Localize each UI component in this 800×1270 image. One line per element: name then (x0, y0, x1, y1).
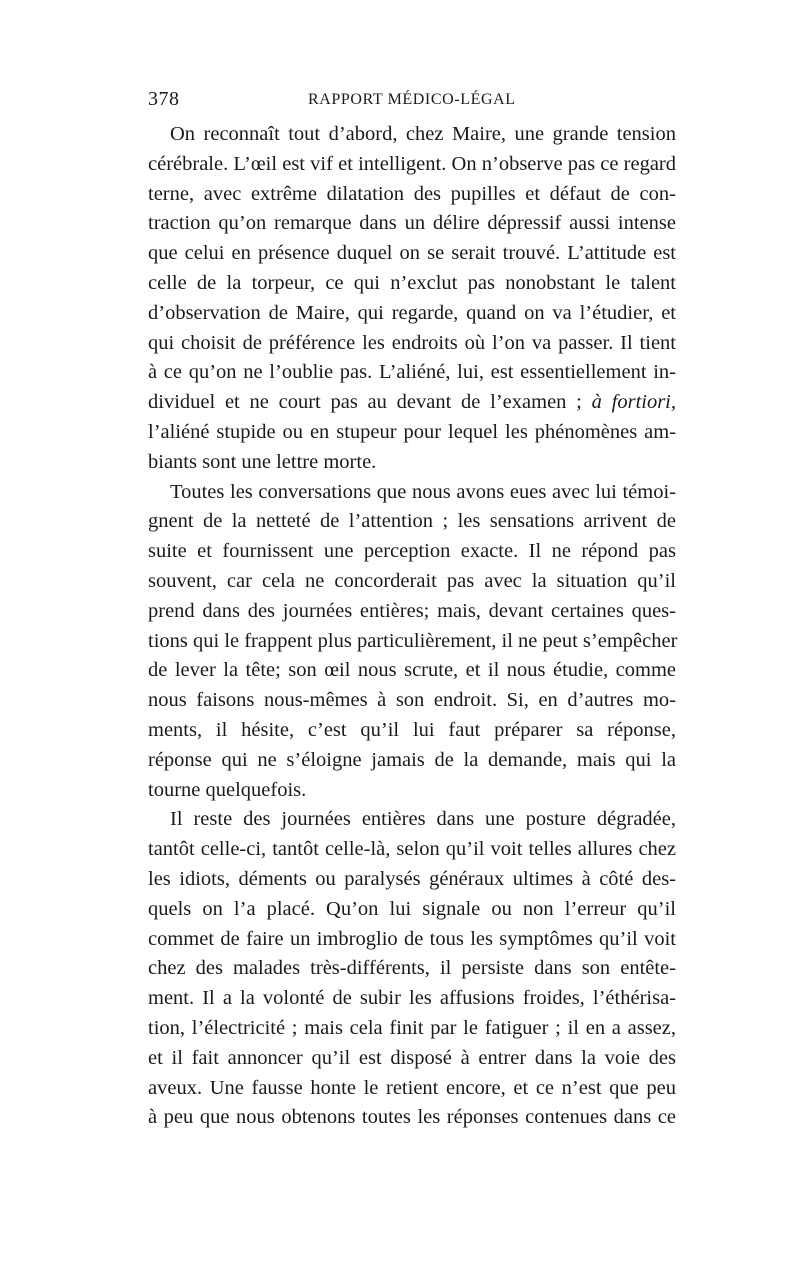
text-line: On reconnaît tout d’abord, chez Maire, une grande tension (170, 123, 676, 145)
text-line: traction qu’on remarque dans un délire dépressif aussi intense (148, 212, 676, 235)
text-line: tantôt celle-ci, tantôt celle-là, selon qu’il voit telles allures chez (148, 838, 676, 861)
running-head: RAPPORT MÉDICO-LÉGAL (308, 91, 516, 108)
text-line: et il fait annoncer qu’il est disposé à entrer dans la voie des (148, 1046, 676, 1069)
text-line: celle de la torpeur, ce qui n’exclut pas nonobstant le talent (148, 271, 676, 294)
text-line: l’aliéné stupide ou en stupeur pour lequel les phénomènes am- (148, 420, 676, 443)
text-line: terne, avec extrême dilatation des pupilles et défaut de con- (148, 182, 676, 205)
text-line: ment. Il a la volonté de subir les affusions froides, l’éthérisa- (148, 987, 676, 1010)
text-line: chez des malades très-différents, il persiste dans son entête- (148, 957, 676, 980)
text-line: souvent, car cela ne concorderait pas avec la situation qu’il (148, 569, 676, 592)
text-line: à ce qu’on ne l’oublie pas. L’aliéné, lui, est essentiellement in- (148, 361, 676, 384)
text-line: d’observation de Maire, qui regarde, quand on va l’étudier, et (148, 301, 676, 324)
text-line: suite et fournissent une perception exacte. Il ne répond pas (148, 540, 676, 563)
text-line: nous faisons nous-mêmes à son endroit. Si, en d’autres mo- (148, 689, 676, 712)
text-line: commet de faire un imbroglio de tous les symptômes qu’il voit (148, 927, 676, 950)
text-line: Il reste des journées entières dans une posture dégradée, (170, 808, 676, 831)
body-text (148, 120, 676, 1133)
paragraph-1 (148, 120, 676, 478)
paragraph-3 (148, 805, 676, 1133)
text-line: tourne quelquefois. (148, 778, 307, 801)
text-line: de lever la tête; son œil nous scrute, et il nous étudie, comme (148, 659, 676, 682)
text-line: que celui en présence duquel on se serait trouvé. L’attitude est (148, 242, 676, 265)
text-line: à peu que nous obtenons toutes les réponses contenues dans ce (148, 1106, 676, 1129)
paragraph-2 (148, 478, 676, 806)
text-line: dividuel et ne court pas au devant de l’examen ; à fortiori, (148, 391, 677, 414)
italic-phrase: à fortiori, (591, 391, 677, 414)
text-line: aveux. Une fausse honte le retient encore, et ce n’est que peu (148, 1076, 676, 1099)
text-line: Toutes les conversations que nous avons eues avec lui témoi- (170, 480, 676, 503)
text-line: quels on l’a placé. Qu’on lui signale ou non l’erreur qu’il (148, 897, 676, 920)
page-header (148, 88, 676, 118)
text-line: prend dans des journées entières; mais, devant certaines ques- (148, 599, 676, 622)
text-line: tions qui le frappent plus particulièrement, il ne peut s’empêcher (148, 629, 678, 652)
text-line: biants sont une lettre morte. (148, 450, 377, 473)
text-line: les idiots, déments ou paralysés généraux ultimes à côté des- (148, 867, 676, 890)
text-line: gnent de la netteté de l’attention ; les sensations arrivent de (148, 510, 676, 533)
page-number: 378 (148, 88, 180, 110)
text-line: ments, il hésite, c’est qu’il lui faut préparer sa réponse, (148, 718, 676, 741)
text-line: tion, l’électricité ; mais cela finit par le fatiguer ; il en a assez, (148, 1016, 676, 1039)
text-line: cérébrale. L’œil est vif et intelligent. On n’observe pas ce regard (148, 152, 676, 175)
text-line: réponse qui ne s’éloigne jamais de la demande, mais qui la (148, 748, 676, 771)
text-line: qui choisit de préférence les endroits où l’on va passer. Il tient (148, 331, 676, 354)
